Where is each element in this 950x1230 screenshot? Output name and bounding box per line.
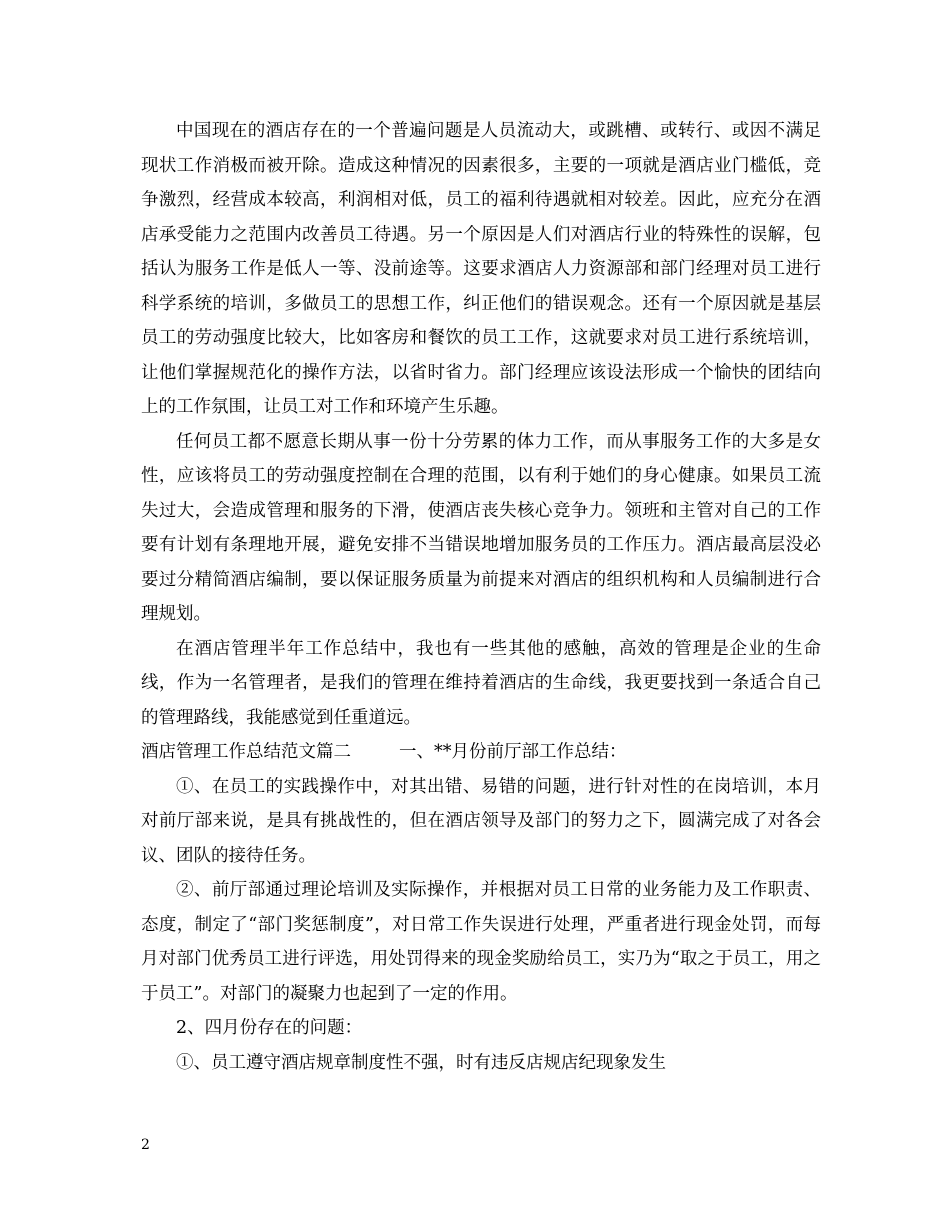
subheading-april-problems: 2、四月份存在的问题： — [176, 1018, 363, 1038]
section-subtitle: 一、**月份前厅部工作总结： — [399, 742, 627, 762]
list-item-reward-system: ②、前厅部通过理论培训及实际操作，并根据对员工日常的业务能力及工作职责、态度，制定了“部门奖惩制度”，对日常工作失误进行处理，严重者进行现金处罚，而每月对部门优秀员工进行评选，用处罚得来的现金奖励给员工，实乃为“取之于员工，用之于员工”。对部门的凝聚力也起到了一定的作用。 — [141, 880, 821, 1004]
section-title: 酒店管理工作总结范文篇二 — [141, 742, 351, 762]
page-number: 2 — [141, 1137, 150, 1153]
paragraph-management-reflection: 在酒店管理半年工作总结中，我也有一些其他的感触，高效的管理是企业的生命线，作为一名管理者，是我们的管理在维持着酒店的生命线，我更要找到一条适合自己的管理路线，我能感觉到任重道远。 — [141, 638, 821, 728]
list-item-rule-compliance: ①、员工遵守酒店规章制度性不强，时有违反店规店纪现象发生 — [176, 1052, 666, 1073]
document-body — [141, 114, 821, 1080]
paragraph-labor-intensity: 任何员工都不愿意长期从事一份十分劳累的体力工作，而从事服务工作的大多是女性，应该将员工的劳动强度控制在合理的范围，以有利于她们的身心健康。如果员工流失过大，会造成管理和服务的下滑，使酒店丧失核心竞争力。领班和主管对自己的工作要有计划有条理地开展，避免安排不当错误地增加服务员的工作压力。酒店最高层没必要过分精简酒店编制，要以保证服务质量为前提来对酒店的组织机构和人员编制进行合理规划。 — [141, 431, 821, 624]
list-item-training: ①、在员工的实践操作中，对其出错、易错的问题，进行针对性的在岗培训，本月对前厅部来说，是具有挑战性的，但在酒店领导及部门的努力之下，圆满完成了对各会议、团队的接待任务。 — [141, 776, 821, 866]
paragraph-staff-turnover: 中国现在的酒店存在的一个普遍问题是人员流动大，或跳槽、或转行、或因不满足现状工作消极而被开除。造成这种情况的因素很多，主要的一项就是酒店业门槛低，竞争激烈，经营成本较高，利润相对低，员工的福利待遇就相对较差。因此，应充分在酒店承受能力之范围内改善员工待遇。另一个原因是人们对酒店行业的特殊性的误解，包括认为服务工作是低人一等、没前途等。这要求酒店人力资源部和部门经理对员工进行科学系统的培训，多做员工的思想工作，纠正他们的错误观念。还有一个原因就是基层员工的劳动强度比较大，比如客房和餐饮的员工工作，这就要求对员工进行系统培训，让他们掌握规范化的操作方法，以省时省力。部门经理应该设法形成一个愉快的团结向上的工作氛围，让员工对工作和环境产生乐趣。 — [141, 121, 821, 417]
section-heading — [141, 735, 821, 770]
